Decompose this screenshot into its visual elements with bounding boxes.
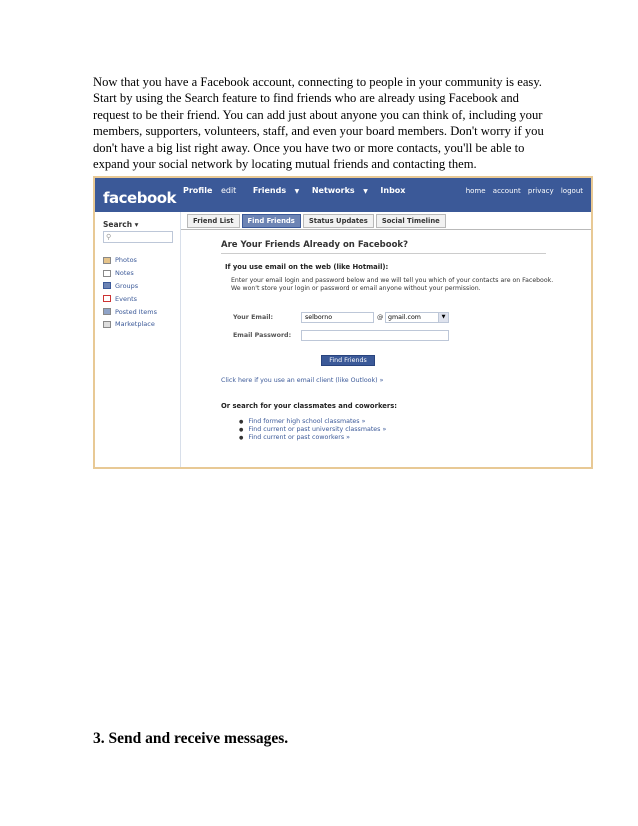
marketplace-icon — [103, 321, 111, 328]
sidebar-app-list — [103, 254, 157, 331]
link-coworkers[interactable]: ● Find current or past coworkers » — [239, 434, 386, 442]
chevron-down-icon[interactable]: ▼ — [294, 188, 300, 195]
link-university[interactable]: ● Find current or past university classmates » — [239, 426, 386, 434]
account-nav — [461, 187, 583, 195]
sidebar-item-marketplace[interactable]: Marketplace — [103, 318, 157, 331]
sidebar-search-label[interactable]: Search ▾ — [103, 220, 139, 229]
classmates-heading: Or search for your classmates and coworkers: — [221, 402, 398, 410]
nav-privacy[interactable]: privacy — [527, 187, 554, 195]
sidebar-item-posted-items[interactable]: Posted Items — [103, 305, 157, 318]
tab-friend-list[interactable]: Friend List — [187, 214, 240, 228]
find-friends-button[interactable]: Find Friends — [321, 355, 375, 366]
section-heading: 3. Send and receive messages. — [93, 730, 289, 747]
chevron-down-icon[interactable]: ▼ — [363, 188, 368, 195]
intro-paragraph: Now that you have a Facebook account, connecting to people in your community is easy. Start by using the Search feature to find friends who are already using Facebook and request to be their friend. You can add just about anyone you can think of, including your members, supporters, volunteers, staff, and even your board members. Don't worry if you don't have a big list right away. Once you have two or more contacts, you'll be able to expand your social network by locating mutual friends and contacting them. — [93, 75, 544, 172]
posted-items-icon — [103, 308, 111, 315]
nav-networks[interactable]: Networks — [311, 186, 355, 195]
tab-divider — [181, 229, 591, 230]
main-content — [181, 212, 591, 469]
nav-inbox[interactable]: Inbox — [380, 186, 406, 195]
nav-profile[interactable]: Profile — [183, 186, 213, 195]
sidebar-item-events[interactable]: Events — [103, 292, 157, 305]
email-domain-select[interactable]: gmail.com ▼ — [385, 312, 449, 323]
email-field[interactable]: selborno — [301, 312, 374, 323]
search-icon: ⚲ — [106, 233, 112, 241]
sidebar-item-photos[interactable]: Photos — [103, 254, 157, 267]
email-label: Your Email: — [233, 314, 274, 321]
groups-icon — [103, 282, 111, 289]
tab-status-updates[interactable]: Status Updates — [303, 214, 374, 228]
friends-tabs — [187, 214, 448, 228]
panel-title: Are Your Friends Already on Facebook? — [221, 240, 409, 250]
facebook-screenshot — [93, 176, 593, 469]
link-high-school[interactable]: ● Find former high school classmates » — [239, 418, 386, 426]
facebook-logo[interactable]: facebook — [103, 189, 177, 207]
sidebar-item-groups[interactable]: Groups — [103, 280, 157, 293]
sidebar-item-notes[interactable]: Notes — [103, 267, 157, 280]
left-sidebar — [95, 212, 181, 469]
tab-find-friends[interactable]: Find Friends — [242, 214, 301, 228]
sidebar-search-input[interactable] — [103, 231, 173, 243]
events-icon — [103, 295, 111, 302]
at-sign: @ — [377, 314, 384, 321]
main-nav — [183, 186, 411, 195]
password-field[interactable] — [301, 330, 449, 341]
nav-friends[interactable]: Friends — [252, 186, 287, 195]
tab-social-timeline[interactable]: Social Timeline — [376, 214, 446, 228]
webmail-heading: If you use email on the web (like Hotmail): — [225, 263, 389, 271]
nav-account[interactable]: account — [492, 187, 521, 195]
photos-icon — [103, 257, 111, 264]
nav-edit[interactable]: edit — [220, 186, 237, 195]
panel-divider — [221, 253, 546, 254]
chevron-down-icon[interactable]: ▼ — [438, 313, 448, 322]
nav-home[interactable]: home — [465, 187, 486, 195]
nav-logout[interactable]: logout — [560, 187, 583, 195]
password-label: Email Password: — [233, 332, 292, 339]
email-client-link[interactable]: Click here if you use an email client (like Outlook) » — [221, 377, 384, 384]
classmates-links — [239, 418, 386, 442]
notes-icon — [103, 270, 111, 277]
facebook-topbar — [95, 178, 591, 212]
webmail-description: Enter your email login and password below and we will tell you which of your contacts are on Facebook. We won't store your login or password or email anyone without your permission. — [231, 277, 554, 292]
